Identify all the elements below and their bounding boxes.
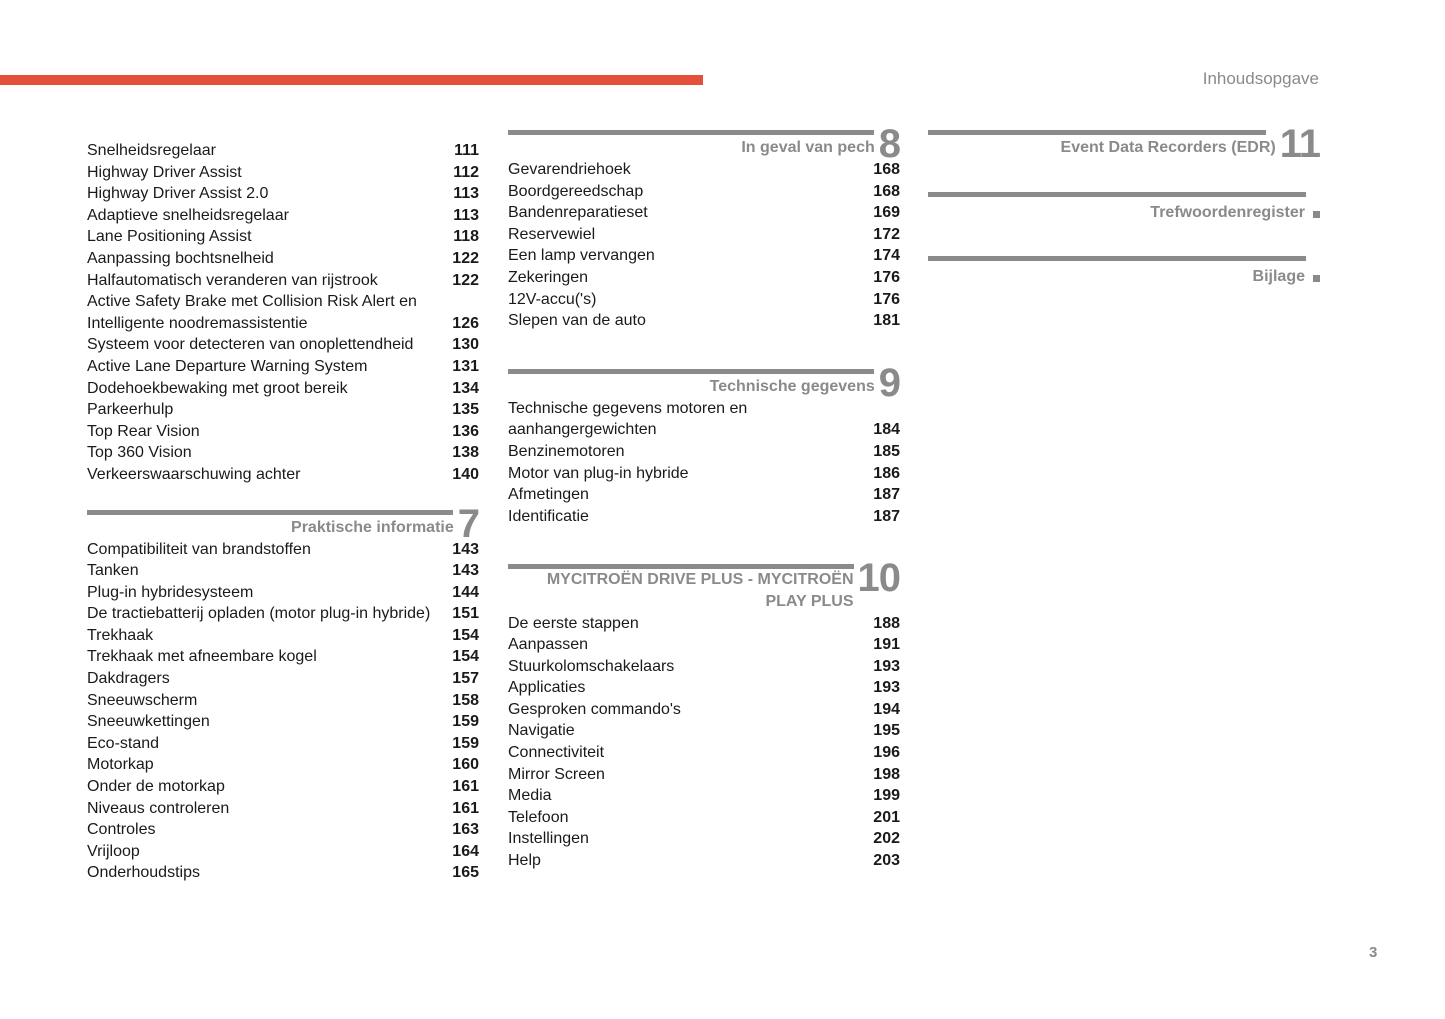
toc-entry[interactable] xyxy=(87,270,479,292)
toc-entry[interactable] xyxy=(508,850,900,872)
toc-entry-title[interactable]: 12V-accu('s) xyxy=(508,290,597,308)
toc-entry[interactable] xyxy=(508,677,900,699)
toc-entry[interactable] xyxy=(87,646,479,668)
toc-entry[interactable] xyxy=(87,183,479,205)
toc-entry-title[interactable]: Trekhaak met afneembare kogel xyxy=(87,648,317,666)
toc-entry[interactable] xyxy=(508,764,900,786)
toc-entry[interactable] xyxy=(87,291,479,313)
toc-entry-page[interactable]: 154 xyxy=(452,648,479,666)
toc-entry[interactable] xyxy=(508,785,900,807)
toc-entry-title[interactable]: Gevarendriehoek xyxy=(508,161,631,178)
toc-entry-title[interactable]: Intelligente noodremassistentie xyxy=(87,314,308,332)
toc-entry-page[interactable]: 195 xyxy=(873,722,900,740)
toc-entry-title[interactable]: Adaptieve snelheidsregelaar xyxy=(87,206,289,224)
toc-entry[interactable] xyxy=(508,484,900,506)
chapter-divider xyxy=(928,192,1306,197)
toc-entry[interactable] xyxy=(87,334,479,356)
toc-entry-page[interactable]: 161 xyxy=(452,799,479,817)
toc-entry-title[interactable]: Verkeerswaarschuwing achter xyxy=(87,465,301,483)
toc-entry[interactable] xyxy=(508,245,900,267)
toc-entry-title[interactable]: De eerste stappen xyxy=(508,614,639,632)
toc-entry[interactable] xyxy=(87,421,479,443)
toc-entry-page[interactable]: 198 xyxy=(873,765,900,783)
toc-entry-title[interactable]: Onder de motorkap xyxy=(87,778,225,796)
toc-entry-title[interactable]: Snelheidsregelaar xyxy=(87,142,216,159)
toc-entry[interactable] xyxy=(87,819,479,841)
toc-entry-page[interactable]: 140 xyxy=(452,465,479,483)
toc-entry-title[interactable]: Slepen van de auto xyxy=(508,312,646,330)
toc-entry-page[interactable]: 111 xyxy=(454,142,479,159)
toc-entry-title[interactable]: Instellingen xyxy=(508,830,589,848)
toc-entry-page[interactable]: 159 xyxy=(452,734,479,752)
toc-entry-title[interactable]: Niveaus controleren xyxy=(87,799,230,817)
toc-entry-title[interactable]: Vrijloop xyxy=(87,842,140,860)
toc-entry-page[interactable]: 138 xyxy=(452,444,479,462)
toc-entry-page[interactable]: 199 xyxy=(873,787,900,805)
toc-entry-title[interactable]: Plug-in hybridesysteem xyxy=(87,583,254,601)
toc-entry-title[interactable]: Halfautomatisch veranderen van rijstrook xyxy=(87,271,378,289)
page-title: Inhoudsopgave xyxy=(1202,69,1319,88)
toc-entry-title[interactable]: Boordgereedschap xyxy=(508,182,644,200)
toc-entry[interactable] xyxy=(508,159,900,181)
toc-entry-page[interactable]: 157 xyxy=(452,670,479,688)
toc-entry-page[interactable]: 181 xyxy=(873,312,900,330)
toc-entry-page[interactable]: 118 xyxy=(453,228,479,246)
toc-entry[interactable] xyxy=(87,776,479,798)
toc-entry-title[interactable]: Dodehoekbewaking met groot bereik xyxy=(87,379,348,397)
toc-entry-title[interactable]: De tractiebatterij opladen (motor plug-in hybride) xyxy=(87,605,431,623)
toc-entry-page[interactable]: 130 xyxy=(452,336,479,354)
chapter-number: 9 xyxy=(878,360,900,405)
toc-entry-title[interactable]: Gesproken commando's xyxy=(508,700,681,718)
toc-entry-title[interactable]: Telefoon xyxy=(508,808,569,826)
toc-entry[interactable] xyxy=(87,140,479,162)
toc-entry-page[interactable]: 193 xyxy=(873,679,900,697)
chapter-7[interactable] xyxy=(87,501,479,546)
toc-entry-page[interactable]: 196 xyxy=(873,744,900,762)
toc-list-chapter6-continued xyxy=(87,140,479,486)
toc-entry-title[interactable]: Aanpassing bochtsnelheid xyxy=(87,249,274,267)
toc-entry[interactable] xyxy=(508,828,900,850)
toc-entry-page[interactable]: 185 xyxy=(873,442,900,460)
toc-entry[interactable] xyxy=(508,289,900,311)
chapter-title[interactable]: Event Data Recorders (EDR) xyxy=(1060,139,1276,157)
toc-entry-page[interactable]: 136 xyxy=(452,422,479,440)
toc-entry-page[interactable]: 202 xyxy=(873,830,900,848)
toc-entry-page[interactable]: 160 xyxy=(452,756,479,774)
chapter-number: 8 xyxy=(878,122,900,166)
toc-entry[interactable] xyxy=(87,205,479,227)
toc-list-chapter9 xyxy=(508,398,900,528)
accent-bar xyxy=(0,75,703,85)
toc-entry-title[interactable]: Motorkap xyxy=(87,756,154,774)
chapter-title[interactable]: Bijlage xyxy=(1252,268,1305,285)
toc-entry-title[interactable]: Dakdragers xyxy=(87,670,170,688)
toc-entry-page[interactable]: 203 xyxy=(873,852,900,870)
toc-entry-page[interactable]: 176 xyxy=(873,290,900,308)
toc-entry-title[interactable]: Navigatie xyxy=(508,722,575,740)
toc-entry-page[interactable]: 193 xyxy=(873,657,900,675)
toc-entry[interactable] xyxy=(87,539,479,561)
toc-entry[interactable] xyxy=(508,656,900,678)
toc-entry-page[interactable]: 168 xyxy=(873,182,900,200)
toc-entry[interactable] xyxy=(87,582,479,604)
chapter-10[interactable] xyxy=(508,556,900,612)
toc-entry-title[interactable]: Identificatie xyxy=(508,507,589,525)
toc-entry[interactable] xyxy=(508,634,900,656)
toc-entry-title[interactable]: Een lamp vervangen xyxy=(508,247,655,265)
toc-entry[interactable] xyxy=(508,742,900,764)
toc-entry[interactable] xyxy=(87,464,479,486)
toc-entry-title[interactable]: Technische gegevens motoren en xyxy=(508,399,748,417)
toc-entry-page[interactable]: 159 xyxy=(452,713,479,731)
toc-column-3 xyxy=(928,122,1320,287)
toc-list-chapter8 xyxy=(508,159,900,332)
toc-entry[interactable] xyxy=(508,720,900,742)
toc-entry-page[interactable]: 174 xyxy=(873,247,900,265)
toc-entry-title[interactable]: Zekeringen xyxy=(508,268,589,286)
toc-entry[interactable] xyxy=(87,862,479,884)
toc-entry-page[interactable]: 191 xyxy=(873,636,900,654)
toc-entry[interactable] xyxy=(87,711,479,733)
toc-entry[interactable] xyxy=(508,267,900,289)
toc-entry-page[interactable]: 194 xyxy=(873,700,900,718)
toc-entry[interactable] xyxy=(87,248,479,270)
chapter-title[interactable]: Trefwoordenregister xyxy=(1150,204,1305,221)
toc-entry-title[interactable]: Media xyxy=(508,787,552,805)
toc-entry-title[interactable]: Lane Positioning Assist xyxy=(87,228,252,246)
toc-entry-title[interactable]: Active Safety Brake met Collision Risk Alert en xyxy=(87,293,417,311)
toc-entry-page[interactable]: 187 xyxy=(873,486,900,504)
page-number: 3 xyxy=(1369,944,1378,961)
toc-entry-page[interactable]: 112 xyxy=(453,163,479,181)
toc-entry-title[interactable]: Stuurkolomschakelaars xyxy=(508,657,675,675)
toc-entry-page[interactable]: 158 xyxy=(452,691,479,709)
toc-entry-page[interactable]: 176 xyxy=(873,268,900,286)
toc-entry-page[interactable]: 122 xyxy=(452,249,479,267)
toc-entry[interactable] xyxy=(87,841,479,863)
toc-entry[interactable] xyxy=(508,441,900,463)
chapter-title[interactable]: Technische gegevens xyxy=(709,378,875,396)
toc-entry-page[interactable]: 134 xyxy=(452,379,479,397)
toc-entry-title[interactable]: Bandenreparatieset xyxy=(508,204,648,222)
toc-entry-title[interactable]: Sneeuwkettingen xyxy=(87,713,210,731)
toc-entry-title[interactable]: Compatibiliteit van brandstoffen xyxy=(87,540,311,558)
chapter-11[interactable] xyxy=(928,122,1320,166)
toc-entry-page[interactable]: 161 xyxy=(452,778,479,796)
toc-entry-title[interactable]: Applicaties xyxy=(508,679,586,697)
toc-entry[interactable] xyxy=(87,625,479,647)
toc-entry-page[interactable]: 188 xyxy=(873,614,900,632)
toc-entry[interactable] xyxy=(508,398,900,420)
chapter-8[interactable] xyxy=(508,122,900,166)
toc-entry-title[interactable]: Onderhoudstips xyxy=(87,864,200,882)
toc-entry-title[interactable]: Connectiviteit xyxy=(508,744,605,762)
toc-entry-title[interactable]: Active Lane Departure Warning System xyxy=(87,357,368,375)
toc-column-2 xyxy=(508,122,900,872)
toc-entry-page[interactable]: 163 xyxy=(452,821,479,839)
toc-entry-page[interactable]: 201 xyxy=(873,808,900,826)
chapter-number: 7 xyxy=(457,501,479,546)
toc-entry[interactable] xyxy=(87,603,479,625)
toc-entry-title[interactable]: Aanpassen xyxy=(508,636,589,654)
toc-entry[interactable] xyxy=(87,560,479,582)
toc-entry-page[interactable]: 113 xyxy=(453,185,479,203)
toc-entry-title[interactable]: Highway Driver Assist 2.0 xyxy=(87,185,269,203)
toc-entry[interactable] xyxy=(508,181,900,203)
toc-entry-title[interactable]: Reservewiel xyxy=(508,225,596,243)
toc-entry-page[interactable]: 144 xyxy=(452,583,479,601)
chapter-number: 10 xyxy=(857,556,900,601)
toc-entry-title[interactable]: Systeem voor detecteren van onoplettendheid xyxy=(87,336,414,354)
toc-column-1 xyxy=(87,140,479,884)
toc-entry[interactable] xyxy=(87,226,479,248)
toc-entry-page[interactable]: 135 xyxy=(452,401,479,419)
toc-entry[interactable] xyxy=(87,668,479,690)
toc-entry-page[interactable]: 184 xyxy=(873,421,900,439)
toc-entry[interactable] xyxy=(87,733,479,755)
toc-entry-title[interactable]: Top Rear Vision xyxy=(87,422,200,440)
toc-entry[interactable] xyxy=(508,310,900,332)
toc-entry-title[interactable]: Eco-stand xyxy=(87,734,160,752)
toc-entry[interactable] xyxy=(87,690,479,712)
chapter-title[interactable]: Praktische informatie xyxy=(291,518,454,536)
toc-entry-page[interactable]: 187 xyxy=(873,507,900,525)
toc-entry-page[interactable]: 113 xyxy=(453,206,479,224)
chapter-title[interactable]: MYCITROËN DRIVE PLUS - MYCITROËN PLAY PLUS xyxy=(546,571,854,610)
toc-entry[interactable] xyxy=(87,378,479,400)
toc-entry[interactable] xyxy=(508,699,900,721)
toc-entry-title[interactable]: Afmetingen xyxy=(508,486,589,504)
toc-entry[interactable] xyxy=(508,419,900,441)
toc-entry-page[interactable]: 131 xyxy=(452,357,479,375)
toc-entry[interactable] xyxy=(508,224,900,246)
toc-entry[interactable] xyxy=(87,798,479,820)
toc-entry[interactable] xyxy=(87,399,479,421)
toc-entry-title[interactable]: Sneeuwscherm xyxy=(87,691,198,709)
toc-entry[interactable] xyxy=(508,613,900,635)
toc-entry[interactable] xyxy=(508,506,900,528)
toc-entry-title[interactable]: Motor van plug-in hybride xyxy=(508,464,689,482)
toc-entry-page[interactable]: 164 xyxy=(452,842,479,860)
toc-entry-page[interactable]: 122 xyxy=(452,271,479,289)
toc-list-chapter10 xyxy=(508,613,900,872)
toc-entry-page[interactable]: 126 xyxy=(452,314,479,332)
chapter-title[interactable]: In geval van pech xyxy=(741,139,875,157)
toc-entry-page[interactable]: 143 xyxy=(452,562,479,580)
toc-entry-page[interactable]: 169 xyxy=(873,204,900,222)
toc-entry[interactable] xyxy=(87,313,479,335)
toc-entry-page[interactable]: 186 xyxy=(873,464,900,482)
toc-entry-page[interactable]: 154 xyxy=(452,626,479,644)
chapter-divider xyxy=(928,256,1306,261)
toc-entry-page[interactable]: 172 xyxy=(873,225,900,243)
toc-entry-page[interactable]: 151 xyxy=(452,605,479,623)
toc-entry-title[interactable]: Controles xyxy=(87,821,156,839)
toc-entry-page[interactable]: 143 xyxy=(452,540,479,558)
toc-entry-title[interactable]: aanhangergewichten xyxy=(508,421,657,439)
toc-entry-title[interactable]: Trekhaak xyxy=(87,626,154,644)
toc-entry[interactable] xyxy=(508,202,900,224)
toc-entry-title[interactable]: Highway Driver Assist xyxy=(87,163,242,181)
chapter-number: 11 xyxy=(1279,122,1320,166)
toc-entry[interactable] xyxy=(87,442,479,464)
toc-entry-title[interactable]: Tanken xyxy=(87,562,139,580)
toc-entry[interactable] xyxy=(87,356,479,378)
toc-entry-page[interactable]: 165 xyxy=(452,864,479,882)
toc-entry[interactable] xyxy=(508,807,900,829)
toc-entry-title[interactable]: Mirror Screen xyxy=(508,765,605,783)
chapter-9[interactable] xyxy=(508,360,900,405)
toc-entry-title[interactable]: Help xyxy=(508,852,541,870)
toc-entry-title[interactable]: Top 360 Vision xyxy=(87,444,192,462)
toc-entry-title[interactable]: Parkeerhulp xyxy=(87,401,174,419)
toc-entry[interactable] xyxy=(87,162,479,184)
chapter-index[interactable] xyxy=(928,192,1320,223)
toc-list-chapter7 xyxy=(87,539,479,885)
square-bullet-icon xyxy=(1313,275,1320,282)
toc-entry-page[interactable]: 168 xyxy=(873,161,900,178)
square-bullet-icon xyxy=(1313,211,1320,218)
chapter-appendix[interactable] xyxy=(928,256,1320,287)
toc-entry[interactable] xyxy=(87,754,479,776)
toc-entry-title[interactable]: Benzinemotoren xyxy=(508,442,625,460)
toc-entry[interactable] xyxy=(508,463,900,485)
